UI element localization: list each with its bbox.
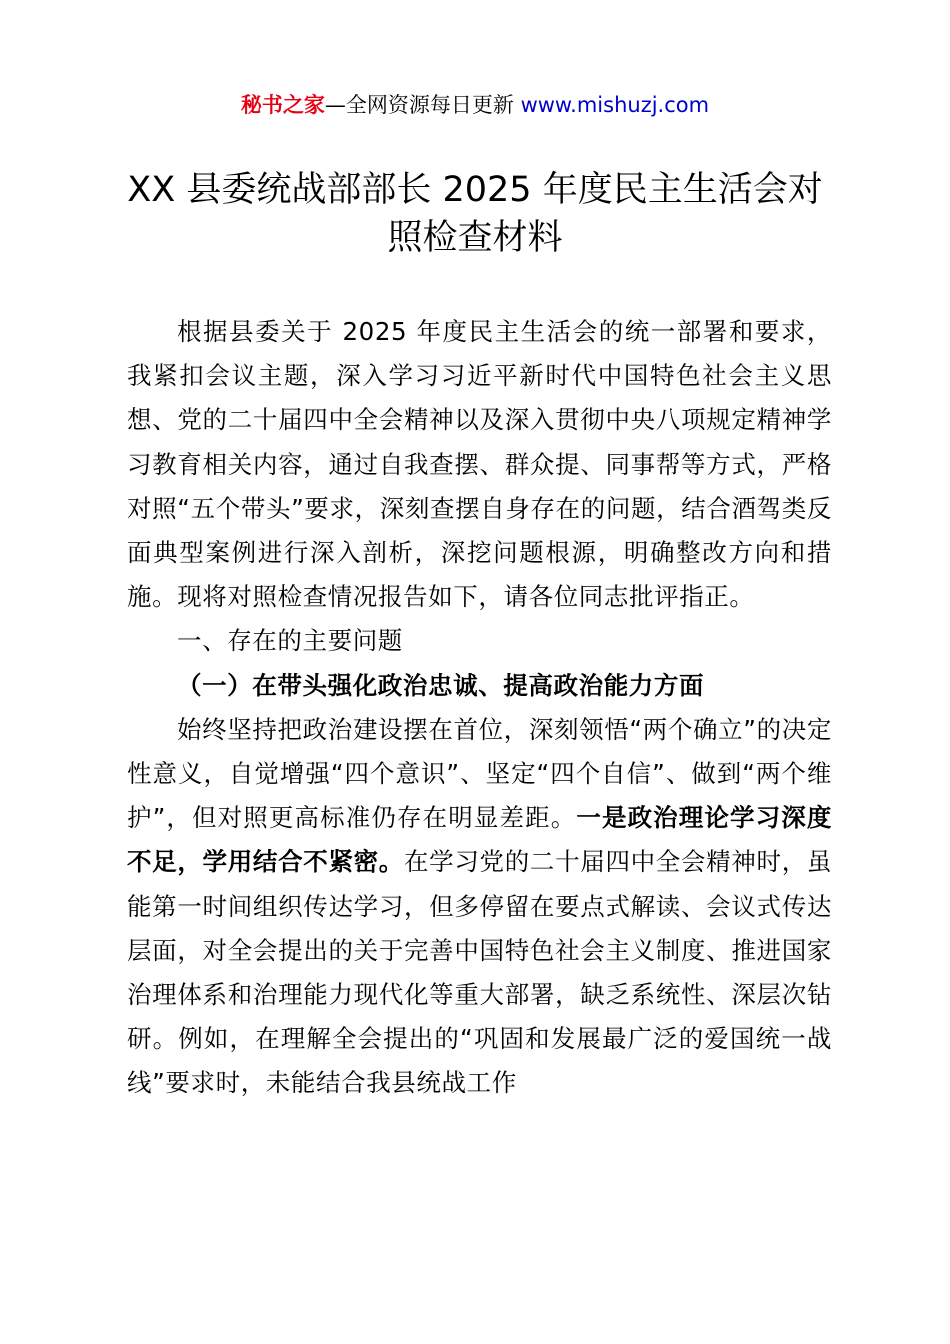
title-line-2: 照检查材料: [387, 218, 563, 258]
point-heading: 一是政治理论学习深度不足，学用结合不紧密。: [127, 803, 832, 877]
document-body: [127, 310, 832, 1106]
document-title: [100, 166, 850, 262]
point-text: 在学习党的二十届四中全会精神时，虽能第一时间组织传达学习，但多停留在要点式解读、会议式传达层面，对全会提出的关于完善中国特色社会主义制度、推进国家治理体系和治理能力现代化等重大部署，缺乏系统性、深层次钻研。例如，在理解全会提出的“巩固和发展最广泛的爱国统一战线”要求时，未能结合我县统战工作: [127, 847, 832, 1098]
intro-paragraph: 根据县委关于 2025 年度民主生活会的统一部署和要求，我紧扣会议主题，深入学习习近平新时代中国特色社会主义思想、党的二十届四中全会精神以及深入贯彻中央八项规定精神学习教育相关内容，通过自我查摆、群众提、同事帮等方式，严格对照“五个带头”要求，深刻查摆自身存在的问题，结合酒驾类反面典型案例进行深入剖析，深挖问题根源，明确整改方向和措施。现将对照检查情况报告如下，请各位同志批评指正。: [127, 317, 832, 612]
section-heading: 一、存在的主要问题: [177, 626, 403, 656]
title-line-1: XX 县委统战部部长 2025 年度民主生活会对: [127, 170, 823, 210]
body-paragraph: [127, 708, 832, 1106]
site-banner: [0, 88, 950, 122]
subsection-heading: （一）在带头强化政治忠诚、提高政治能力方面: [177, 670, 705, 700]
brand-name: 秘书之家: [240, 93, 325, 117]
site-link[interactable]: www.mishuzj.com: [520, 93, 710, 117]
banner-slogan: —全网资源每日更新: [324, 93, 521, 117]
paragraph-lead: 始终坚持把政治建设摆在首位，深刻领悟“两个确立”的决定性意义，自觉增强“四个意识”、坚定“四个自信”、做到“两个维护”，但对照更高标准仍存在明显差距。: [127, 714, 832, 833]
